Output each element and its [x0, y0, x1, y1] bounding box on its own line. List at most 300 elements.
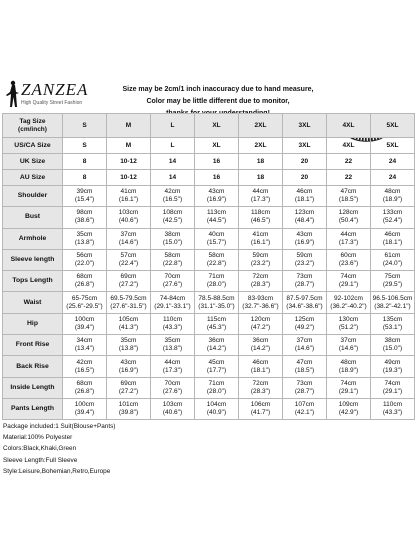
measurement-cell	[107, 398, 151, 419]
measurement-cell	[239, 398, 283, 419]
row-label: Front Rise	[3, 335, 63, 356]
measurement-cell	[239, 335, 283, 356]
measurement-cell	[371, 207, 415, 228]
size-cell: 24	[371, 170, 415, 186]
size-cell: 16	[195, 170, 239, 186]
size-cell: 14	[151, 170, 195, 186]
measurement-cell	[63, 292, 107, 313]
cm-value: 35cm	[120, 337, 137, 345]
cm-value: 110cm	[382, 401, 403, 409]
measurement-cell	[327, 398, 371, 419]
cm-value: 74cm	[340, 379, 357, 387]
measurement-cell	[283, 356, 327, 377]
size-cell: 10-12	[107, 154, 151, 170]
inch-value: (24.0")	[382, 260, 403, 268]
size-cell: 8	[63, 170, 107, 186]
measurement-cell	[371, 398, 415, 419]
size-header: M	[107, 114, 151, 138]
inch-value: (29.1"-33.1")	[154, 302, 191, 310]
measurement-cell	[327, 292, 371, 313]
inch-value: (40.6")	[162, 409, 183, 417]
measurement-cell	[107, 335, 151, 356]
measurement-cell	[327, 271, 371, 292]
inch-value: (22.4")	[118, 260, 139, 268]
cm-value: 36cm	[208, 337, 225, 345]
inch-value: (43.3")	[382, 409, 403, 417]
inch-value: (23.6")	[338, 260, 359, 268]
cm-value: 36cm	[252, 337, 269, 345]
cm-value: 44cm	[164, 358, 181, 366]
cm-value: 83-93cm	[247, 294, 274, 302]
measurement-cell	[327, 377, 371, 398]
measurement-cell	[151, 398, 195, 419]
size-cell: 24	[371, 154, 415, 170]
cm-value: 68cm	[76, 379, 93, 387]
cm-value: 43cm	[296, 230, 313, 238]
inch-value: (15.0")	[162, 238, 183, 246]
row-label: UK Size	[3, 154, 63, 170]
size-cell: 10-12	[107, 170, 151, 186]
inch-value: (53.1")	[382, 323, 403, 331]
size-cell: S	[63, 138, 107, 154]
inch-value: (27.2")	[118, 387, 139, 395]
cm-value: 96.5-106.5cm	[372, 294, 413, 302]
measurement-cell	[107, 377, 151, 398]
inch-value: (19.3")	[382, 366, 403, 374]
measurement-cell	[327, 249, 371, 270]
measurement-row	[3, 313, 415, 334]
measurement-cell	[151, 249, 195, 270]
cm-value: 70cm	[164, 273, 181, 281]
cm-value: 42cm	[164, 188, 181, 196]
inch-value: (15.7")	[206, 238, 227, 246]
measurement-row	[3, 335, 415, 356]
inch-value: (28.7")	[294, 281, 315, 289]
cm-value: 103cm	[118, 209, 139, 217]
measurement-cell	[327, 207, 371, 228]
inch-value: (45.3")	[206, 323, 227, 331]
measurement-cell	[371, 335, 415, 356]
cm-value: 74cm	[384, 379, 401, 387]
measurement-cell	[63, 356, 107, 377]
size-cell: 2XL	[239, 138, 283, 154]
size-cell: 22	[327, 170, 371, 186]
inch-value: (28.7")	[294, 387, 315, 395]
inch-value: (17.3")	[338, 238, 359, 246]
measurement-cell	[107, 207, 151, 228]
inch-value: (13.8")	[74, 238, 95, 246]
cm-value: 58cm	[208, 252, 225, 260]
measurement-row	[3, 228, 415, 249]
cm-value: 58cm	[164, 252, 181, 260]
measurement-cell	[327, 335, 371, 356]
brand-tagline: High Quality Street Fashion	[21, 100, 83, 106]
cm-value: 34cm	[76, 337, 93, 345]
measurement-cell	[239, 228, 283, 249]
note-line: Package included:1 Suit(Blouse+Pants)	[3, 423, 116, 430]
measurement-row	[3, 207, 415, 228]
measurement-cell	[107, 356, 151, 377]
inch-value: (16.9")	[206, 196, 227, 204]
cm-value: 44cm	[340, 230, 357, 238]
measurement-row	[3, 356, 415, 377]
cm-value: 72cm	[252, 379, 269, 387]
cm-value: 106cm	[250, 401, 271, 409]
cm-value: 59cm	[252, 252, 269, 260]
measurement-cell	[107, 271, 151, 292]
measurement-cell	[283, 249, 327, 270]
size-header: 5XL	[371, 114, 415, 138]
inch-value: (36.2"-40.2")	[330, 302, 367, 310]
cm-value: 38cm	[384, 337, 401, 345]
cm-value: 37cm	[120, 230, 137, 238]
measurement-cell	[63, 377, 107, 398]
inch-value: (29.1")	[382, 387, 403, 395]
measurement-cell	[239, 207, 283, 228]
inch-value: (48.4")	[294, 217, 315, 225]
cm-value: 37cm	[340, 337, 357, 345]
cm-value: 104cm	[206, 401, 227, 409]
inch-value: (16.1")	[250, 238, 271, 246]
measurement-cell	[239, 271, 283, 292]
size-cell: L	[151, 138, 195, 154]
measurement-cell	[283, 271, 327, 292]
inch-value: (14.2")	[250, 345, 271, 353]
measurement-cell	[239, 186, 283, 207]
cm-value: 56cm	[76, 252, 93, 260]
row-label: Hip	[3, 313, 63, 334]
measurement-cell	[195, 335, 239, 356]
cm-value: 69cm	[120, 379, 137, 387]
measurement-cell	[107, 186, 151, 207]
cm-value: 75cm	[384, 273, 401, 281]
row-label: Inside Length	[3, 377, 63, 398]
measurement-cell	[63, 313, 107, 334]
inch-value: (42.1")	[294, 409, 315, 417]
cm-value: 100cm	[74, 315, 95, 323]
cm-value: 35cm	[76, 230, 93, 238]
measurement-cell	[107, 249, 151, 270]
inch-value: (38.2"-42.1")	[374, 302, 411, 310]
cm-value: 69.5-79.5cm	[110, 294, 147, 302]
cm-value: 101cm	[118, 401, 139, 409]
cm-value: 44cm	[252, 188, 269, 196]
inch-value: (18.1")	[382, 238, 403, 246]
measurement-cell	[63, 271, 107, 292]
cm-value: 41cm	[252, 230, 269, 238]
cm-value: 48cm	[340, 358, 357, 366]
inch-value: (14.6")	[294, 345, 315, 353]
cm-value: 37cm	[296, 337, 313, 345]
cm-value: 110cm	[162, 315, 183, 323]
cm-value: 70cm	[164, 379, 181, 387]
product-notes	[3, 421, 115, 477]
measurement-cell	[327, 356, 371, 377]
inch-value: (18.1")	[294, 196, 315, 204]
cm-value: 47cm	[340, 188, 357, 196]
cm-value: 107cm	[294, 401, 315, 409]
inch-value: (51.2")	[338, 323, 359, 331]
inch-value: (28.3")	[250, 387, 271, 395]
cm-value: 35cm	[164, 337, 181, 345]
measurement-cell	[151, 228, 195, 249]
inch-value: (17.7")	[206, 366, 227, 374]
size-system-row	[3, 138, 415, 154]
measurement-cell	[151, 271, 195, 292]
inch-value: (27.2")	[118, 281, 139, 289]
size-cell: 14	[151, 154, 195, 170]
measurement-cell	[283, 292, 327, 313]
inch-value: (46.5")	[250, 217, 271, 225]
cm-value: 74-84cm	[159, 294, 186, 302]
cm-value: 48cm	[384, 188, 401, 196]
inch-value: (23.2")	[250, 260, 271, 268]
measurement-cell	[239, 249, 283, 270]
inch-value: (22.8")	[206, 260, 227, 268]
inch-value: (29.5")	[382, 281, 403, 289]
corner-label: Tag Size (cm/inch)	[3, 114, 63, 138]
size-cell: 22	[327, 154, 371, 170]
inch-value: (28.3")	[250, 281, 271, 289]
inch-value: (18.5")	[338, 196, 359, 204]
inch-value: (18.9")	[338, 366, 359, 374]
size-header: 3XL	[283, 114, 327, 138]
inch-value: (15.4")	[74, 196, 95, 204]
measurement-cell	[283, 377, 327, 398]
inch-value: (15.0")	[382, 345, 403, 353]
cm-value: 115cm	[206, 315, 227, 323]
cm-value: 118cm	[250, 209, 271, 217]
measurement-cell	[195, 228, 239, 249]
inch-value: (27.6")	[162, 281, 183, 289]
size-header: S	[63, 114, 107, 138]
cm-value: 120cm	[250, 315, 271, 323]
cm-value: 128cm	[338, 209, 359, 217]
measurement-cell	[371, 186, 415, 207]
measurement-cell	[195, 207, 239, 228]
inch-value: (18.5")	[294, 366, 315, 374]
cm-value: 71cm	[208, 273, 225, 281]
measurement-cell	[195, 249, 239, 270]
measurement-cell	[371, 249, 415, 270]
measurement-cell	[107, 228, 151, 249]
cm-value: 74cm	[340, 273, 357, 281]
row-label: Sleeve length	[3, 249, 63, 270]
inch-value: (41.7")	[250, 409, 271, 417]
cm-value: 71cm	[208, 379, 225, 387]
measurement-cell	[63, 249, 107, 270]
measurement-cell	[327, 313, 371, 334]
row-label: Tops Length	[3, 271, 63, 292]
measurement-cell	[63, 335, 107, 356]
size-chart-table	[2, 113, 415, 420]
inch-value: (17.3")	[250, 196, 271, 204]
cm-value: 57cm	[120, 252, 137, 260]
inch-value: (17.3")	[162, 366, 183, 374]
inch-value: (26.8")	[74, 281, 95, 289]
measurement-cell	[195, 398, 239, 419]
inch-value: (44.5")	[206, 217, 227, 225]
size-header: 4XL	[327, 114, 371, 138]
cm-value: 109cm	[338, 401, 359, 409]
note-line: Material:100% Polyester	[3, 434, 73, 442]
inch-value: (16.1")	[118, 196, 139, 204]
measurement-row	[3, 377, 415, 398]
measurement-cell	[283, 398, 327, 419]
inch-value: (40.9")	[206, 409, 227, 417]
measurement-cell	[239, 377, 283, 398]
fashion-figure-icon	[4, 80, 20, 108]
inch-value: (18.1")	[250, 366, 271, 374]
size-cell: 4XL	[327, 138, 371, 154]
inch-value: (52.4")	[382, 217, 403, 225]
inch-value: (47.2")	[250, 323, 271, 331]
inch-value: (16.9")	[118, 366, 139, 374]
inch-value: (28.0")	[206, 387, 227, 395]
inch-value: (38.6")	[74, 217, 95, 225]
cm-value: 113cm	[206, 209, 227, 217]
cm-value: 135cm	[382, 315, 403, 323]
measurement-cell	[107, 292, 151, 313]
cm-value: 100cm	[74, 401, 95, 409]
cm-value: 133cm	[382, 209, 403, 217]
measurement-cell	[371, 313, 415, 334]
inch-value: (29.1")	[338, 281, 359, 289]
measurement-cell	[283, 186, 327, 207]
inch-value: (22.8")	[162, 260, 183, 268]
inch-value: (14.2")	[206, 345, 227, 353]
measurement-cell	[195, 377, 239, 398]
measurement-cell	[283, 207, 327, 228]
measurement-cell	[151, 335, 195, 356]
inch-value: (28.0")	[206, 281, 227, 289]
measurement-cell	[239, 292, 283, 313]
size-cell: 16	[195, 154, 239, 170]
inch-value: (13.4")	[74, 345, 95, 353]
inch-value: (23.2")	[294, 260, 315, 268]
inch-value: (22.0")	[74, 260, 95, 268]
measurement-cell	[195, 186, 239, 207]
row-label: Back Rise	[3, 356, 63, 377]
cm-value: 39cm	[76, 188, 93, 196]
inch-value: (39.4")	[74, 323, 95, 331]
measurement-row	[3, 398, 415, 419]
inch-value: (43.3")	[162, 323, 183, 331]
inch-value: (41.3")	[118, 323, 139, 331]
inch-value: (39.8")	[118, 409, 139, 417]
note-line: Colors:Black,Khaki,Green	[3, 445, 77, 453]
inch-value: (14.6")	[118, 238, 139, 246]
size-system-row	[3, 170, 415, 186]
inch-value: (16.5")	[74, 366, 95, 374]
cm-value: 59cm	[296, 252, 313, 260]
measurement-cell	[283, 335, 327, 356]
row-label: Waist	[3, 292, 63, 313]
size-cell: 20	[283, 154, 327, 170]
size-cell: XL	[195, 138, 239, 154]
measurement-row	[3, 292, 415, 313]
measurement-cell	[151, 186, 195, 207]
inch-value: (34.6"-38.6")	[286, 302, 323, 310]
cm-value: 72cm	[252, 273, 269, 281]
measurement-row	[3, 249, 415, 270]
cm-value: 123cm	[294, 209, 315, 217]
brand-logo	[4, 80, 112, 112]
size-cell: M	[107, 138, 151, 154]
measurement-cell	[371, 377, 415, 398]
inch-value: (42.5")	[162, 217, 183, 225]
inch-value: (27.6"-31.5")	[110, 302, 147, 310]
header	[0, 0, 416, 110]
cm-value: 73cm	[296, 379, 313, 387]
cm-value: 49cm	[384, 358, 401, 366]
inch-value: (14.6")	[338, 345, 359, 353]
row-label: Armhole	[3, 228, 63, 249]
measurement-cell	[371, 356, 415, 377]
inch-value: (31.1"-35.0")	[198, 302, 235, 310]
cm-value: 46cm	[252, 358, 269, 366]
inch-value: (13.8")	[118, 345, 139, 353]
size-header: XL	[195, 114, 239, 138]
size-header: L	[151, 114, 195, 138]
brand-name: ZANZEA	[21, 80, 89, 99]
inch-value: (18.9")	[382, 196, 403, 204]
size-cell: 18	[239, 154, 283, 170]
inch-value: (29.1")	[338, 387, 359, 395]
cm-value: 41cm	[120, 188, 137, 196]
cm-value: 46cm	[296, 188, 313, 196]
inch-value: (49.2")	[294, 323, 315, 331]
cm-value: 103cm	[162, 401, 183, 409]
measurement-cell	[371, 292, 415, 313]
measurement-cell	[63, 186, 107, 207]
inch-value: (50.4")	[338, 217, 359, 225]
note-line: Style:Leisure,Bohemian,Retro,Europe	[3, 467, 111, 475]
row-label: Shoulder	[3, 186, 63, 207]
inch-value: (13.8")	[162, 345, 183, 353]
size-cell: 3XL	[283, 138, 327, 154]
measurement-row	[3, 271, 415, 292]
measurement-cell	[151, 356, 195, 377]
cm-value: 130cm	[338, 315, 359, 323]
inch-value: (39.4")	[74, 409, 95, 417]
measurement-cell	[195, 313, 239, 334]
measurement-cell	[283, 228, 327, 249]
notice-line: Color may be little different due to monitor,	[146, 98, 290, 105]
measurement-cell	[63, 207, 107, 228]
measurement-cell	[151, 377, 195, 398]
measurement-cell	[371, 271, 415, 292]
size-cell: 18	[239, 170, 283, 186]
inch-value: (40.6")	[118, 217, 139, 225]
cm-value: 61cm	[384, 252, 401, 260]
cm-value: 68cm	[76, 273, 93, 281]
row-label: Bust	[3, 207, 63, 228]
measurement-cell	[195, 292, 239, 313]
measurement-cell	[195, 271, 239, 292]
row-label: AU Size	[3, 170, 63, 186]
measurement-cell	[327, 186, 371, 207]
size-cell: 5XL	[371, 138, 415, 154]
measurement-cell	[151, 313, 195, 334]
measurement-cell	[195, 356, 239, 377]
cm-value: 38cm	[164, 230, 181, 238]
measurement-cell	[63, 228, 107, 249]
measurement-cell	[63, 398, 107, 419]
notice-line: Size may be 2cm/1 inch inaccuracy due to hand measure,	[122, 86, 314, 93]
inch-value: (42.9")	[338, 409, 359, 417]
measurement-cell	[327, 228, 371, 249]
